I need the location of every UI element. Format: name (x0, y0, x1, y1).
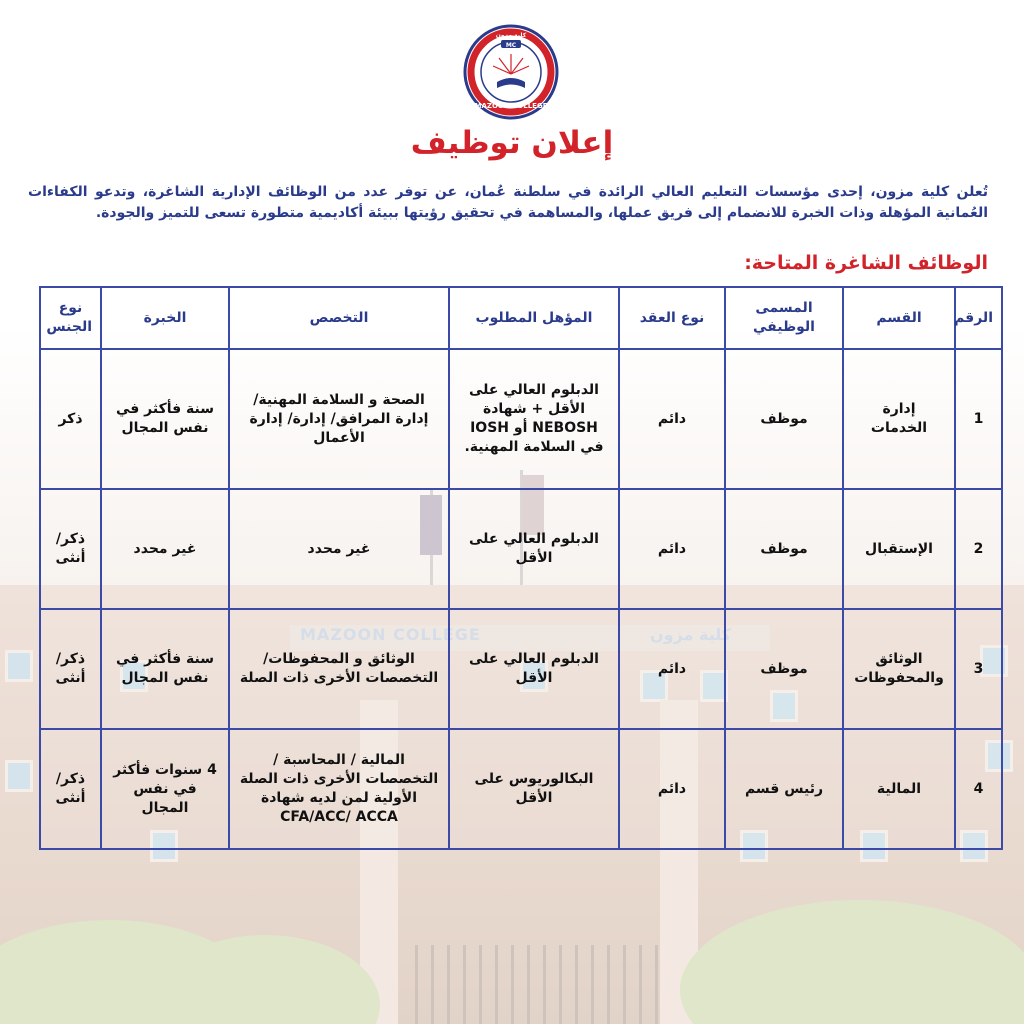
cell-specialization: غير محدد (229, 489, 449, 609)
cell-qualification: الدبلوم العالي على الأقل (449, 609, 619, 729)
cell-number: 2 (955, 489, 1002, 609)
cell-job-title: موظف (725, 349, 843, 489)
cell-specialization: المالية / المحاسبة / التخصصات الأخرى ذات الصلة الأولية لمن لديه شهادة CFA/ACC/ ACCA (229, 729, 449, 849)
header-contract-type: نوع العقد (619, 287, 725, 349)
cell-gender: ذكر/ أنثى (40, 609, 101, 729)
cell-department: الوثائق والمحفوظات (843, 609, 955, 729)
cell-contract-type: دائم (619, 349, 725, 489)
building-sign-english: MAZOON COLLEGE (300, 625, 481, 644)
header-experience: الخبرة (101, 287, 229, 349)
cell-qualification: البكالوريوس على الأقل (449, 729, 619, 849)
cell-job-title: رئيس قسم (725, 729, 843, 849)
cell-experience: غير محدد (101, 489, 229, 609)
college-logo (463, 24, 559, 120)
cell-number: 4 (955, 729, 1002, 849)
cell-qualification: الدبلوم العالي على الأقل + شهادة NEBOSH أو IOSH في السلامة المهنية. (449, 349, 619, 489)
header-specialization: التخصص (229, 287, 449, 349)
table-row (40, 609, 1002, 729)
cell-experience: سنة فأكثر في نفس المجال (101, 349, 229, 489)
header-number: الرقم (955, 287, 1002, 349)
cell-contract-type: دائم (619, 729, 725, 849)
cell-gender: ذكر/ أنثى (40, 729, 101, 849)
section-heading: الوظائف الشاغرة المتاحة: (744, 252, 988, 274)
header-department: القسم (843, 287, 955, 349)
cell-contract-type: دائم (619, 609, 725, 729)
logo-monogram: MC (505, 42, 517, 49)
intro-paragraph: تُعلن كلية مزون، إحدى مؤسسات التعليم العالي الرائدة في سلطنة عُمان، عن توفر عدد من الوظائف الإدارية الشاغرة، وتدعو الكفاءات العُمانية المؤهلة وذات الخبرة للانضمام إلى فريق عملها، والمساهمة في تحقيق رؤيتها ببيئة أكاديمية متطورة تسعى للتميز والجودة. (28, 184, 988, 221)
cell-department: الإستقبال (843, 489, 955, 609)
table-row (40, 489, 1002, 609)
cell-number: 3 (955, 609, 1002, 729)
cell-department: المالية (843, 729, 955, 849)
cell-contract-type: دائم (619, 489, 725, 609)
cell-job-title: موظف (725, 609, 843, 729)
logo-arabic-name: كلية مزون (495, 32, 527, 39)
header-job-title: المسمى الوظيفي (725, 287, 843, 349)
cell-gender: ذكر/ أنثى (40, 489, 101, 609)
cell-qualification: الدبلوم العالي على الأقل (449, 489, 619, 609)
cell-department: إدارة الخدمات (843, 349, 955, 489)
cell-specialization: الوثائق و المحفوظات/ التخصصات الأخرى ذات الصلة (229, 609, 449, 729)
building-sign-arabic: كلية مزون (650, 625, 732, 644)
table-row (40, 729, 1002, 849)
page-title: إعلان توظيف (410, 125, 614, 161)
cell-experience: سنة فأكثر في نفس المجال (101, 609, 229, 729)
header-gender: نوع الجنس (40, 287, 101, 349)
cell-job-title: موظف (725, 489, 843, 609)
cell-specialization: الصحة و السلامة المهنية/ إدارة المرافق/ إدارة/ إدارة الأعمال (229, 349, 449, 489)
cell-experience: 4 سنوات فأكثر في نفس المجال (101, 729, 229, 849)
cell-gender: ذكر (40, 349, 101, 489)
cell-number: 1 (955, 349, 1002, 489)
header-qualification: المؤهل المطلوب (449, 287, 619, 349)
table-row (40, 349, 1002, 489)
logo-english-name: MAZOON COLLEGE (474, 102, 548, 110)
table-header-row (40, 287, 1002, 349)
vacancies-table (39, 286, 1003, 850)
